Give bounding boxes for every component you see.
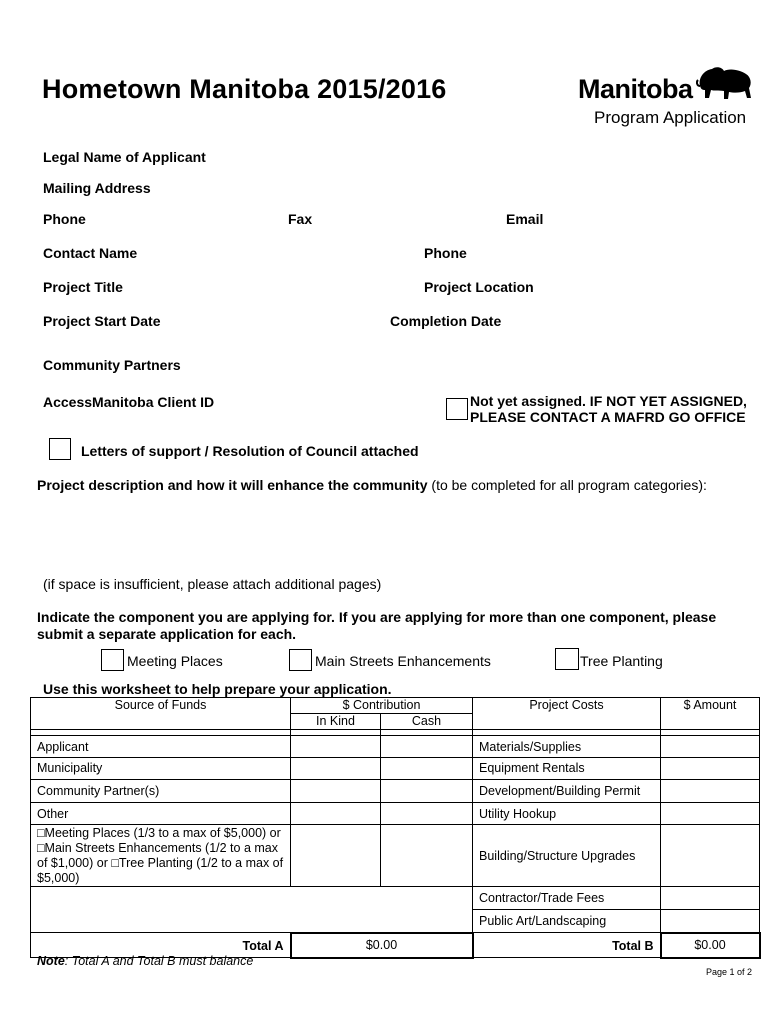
- fax-label: Fax: [288, 211, 313, 227]
- table-row: [31, 736, 760, 758]
- header-contribution: $ Contribution: [291, 698, 473, 714]
- worksheet-heading: Use this worksheet to help prepare your application.: [43, 681, 392, 697]
- tree-planting-label: Tree Planting: [580, 653, 663, 669]
- page-title: Hometown Manitoba 2015/2016: [42, 74, 447, 104]
- header-project-costs: Project Costs: [473, 698, 661, 730]
- community-partners-label: Community Partners: [43, 357, 181, 373]
- bison-icon: [696, 64, 754, 104]
- main-streets-label: Main Streets Enhancements: [315, 653, 491, 669]
- cost-contractor-fees: Contractor/Trade Fees: [473, 887, 661, 910]
- tree-planting-checkbox[interactable]: [555, 648, 579, 670]
- space-note: (if space is insufficient, please attach additional pages): [43, 576, 382, 592]
- mailing-address-label: Mailing Address: [43, 180, 151, 196]
- total-a-label: Total A: [31, 933, 291, 958]
- letters-support-checkbox[interactable]: [49, 438, 71, 460]
- meeting-note: □Meeting Places (1/3 to a max of $5,000) or □Main Streets Enhancements (1/2 to a max of $1,000) or □Tree Planting (1/2 to a max of $5,000): [31, 825, 291, 887]
- meeting-places-checkbox[interactable]: [101, 649, 124, 671]
- in-kind-cell[interactable]: [291, 736, 381, 758]
- page-number: Page 1 of 2: [706, 967, 753, 977]
- cost-building-upgrades: Building/Structure Upgrades: [473, 825, 661, 887]
- not-assigned-line-1: Not yet assigned. IF NOT YET ASSIGNED,: [470, 393, 747, 409]
- total-a-value[interactable]: $0.00: [291, 933, 473, 958]
- blank-cell: [31, 887, 473, 933]
- phone-label: Phone: [43, 211, 86, 227]
- contact-name-label: Contact Name: [43, 245, 138, 261]
- legal-name-label: Legal Name of Applicant: [43, 149, 206, 165]
- email-label: Email: [506, 211, 544, 227]
- total-b-label: Total B: [473, 933, 661, 958]
- table-row: [31, 780, 760, 803]
- description-prompt: [37, 477, 707, 493]
- cash-cell[interactable]: [381, 736, 473, 758]
- header-source-of-funds: Source of Funds: [31, 698, 291, 730]
- source-community-partners: Community Partner(s): [31, 780, 291, 803]
- component-instruction-1: Indicate the component you are applying for. If you are applying for more than one component, please: [37, 609, 717, 625]
- cost-public-art: Public Art/Landscaping: [473, 910, 661, 933]
- meeting-places-label: Meeting Places: [127, 653, 223, 669]
- note-bold: Note: [37, 954, 65, 968]
- cost-materials: Materials/Supplies: [473, 736, 661, 758]
- in-kind-cell[interactable]: [291, 825, 381, 887]
- table-row: [31, 825, 760, 887]
- amount-cell[interactable]: [661, 780, 760, 803]
- amount-cell[interactable]: [661, 736, 760, 758]
- cost-utility-hookup: Utility Hookup: [473, 803, 661, 825]
- cash-cell[interactable]: [381, 780, 473, 803]
- not-assigned-label: [470, 393, 747, 425]
- amount-cell[interactable]: [661, 758, 760, 780]
- table-row: [31, 887, 760, 910]
- total-b-value[interactable]: $0.00: [661, 933, 760, 958]
- cash-cell[interactable]: [381, 825, 473, 887]
- amount-cell[interactable]: [661, 825, 760, 887]
- source-other: Other: [31, 803, 291, 825]
- table-row: [31, 758, 760, 780]
- description-prompt-normal: (to be completed for all program categories):: [427, 477, 707, 493]
- letters-support-label: Letters of support / Resolution of Council attached: [81, 443, 419, 459]
- subtitle: Program Application: [594, 108, 747, 127]
- project-start-date-label: Project Start Date: [43, 313, 161, 329]
- completion-date-label: Completion Date: [390, 313, 502, 329]
- amount-cell[interactable]: [661, 803, 760, 825]
- amount-cell[interactable]: [661, 887, 760, 910]
- in-kind-cell[interactable]: [291, 758, 381, 780]
- table-row: [31, 803, 760, 825]
- not-assigned-line-2: PLEASE CONTACT A MAFRD GO OFFICE: [470, 409, 746, 425]
- project-location-label: Project Location: [424, 279, 534, 295]
- manitoba-logo: [578, 64, 753, 108]
- header-cash: Cash: [381, 714, 473, 730]
- cash-cell[interactable]: [381, 803, 473, 825]
- main-streets-checkbox[interactable]: [289, 649, 312, 671]
- cost-equipment-rentals: Equipment Rentals: [473, 758, 661, 780]
- amount-cell[interactable]: [661, 910, 760, 933]
- logo-text: Manitoba: [578, 74, 693, 104]
- source-municipality: Municipality: [31, 758, 291, 780]
- header-in-kind: In Kind: [291, 714, 381, 730]
- header-amount: $ Amount: [661, 698, 760, 730]
- client-id-label: AccessManitoba Client ID: [43, 394, 215, 410]
- not-assigned-checkbox[interactable]: [446, 398, 468, 420]
- note-text: : Total A and Total B must balance: [64, 954, 254, 968]
- worksheet-table: [30, 697, 761, 959]
- component-instruction-2: submit a separate application for each.: [37, 626, 297, 642]
- in-kind-cell[interactable]: [291, 780, 381, 803]
- description-prompt-bold: Project description and how it will enhance the community: [37, 477, 428, 493]
- cash-cell[interactable]: [381, 758, 473, 780]
- balance-note: [37, 954, 253, 968]
- source-applicant: Applicant: [31, 736, 291, 758]
- cost-development-permit: Development/Building Permit: [473, 780, 661, 803]
- contact-phone-label: Phone: [424, 245, 467, 261]
- project-title-label: Project Title: [43, 279, 123, 295]
- in-kind-cell[interactable]: [291, 803, 381, 825]
